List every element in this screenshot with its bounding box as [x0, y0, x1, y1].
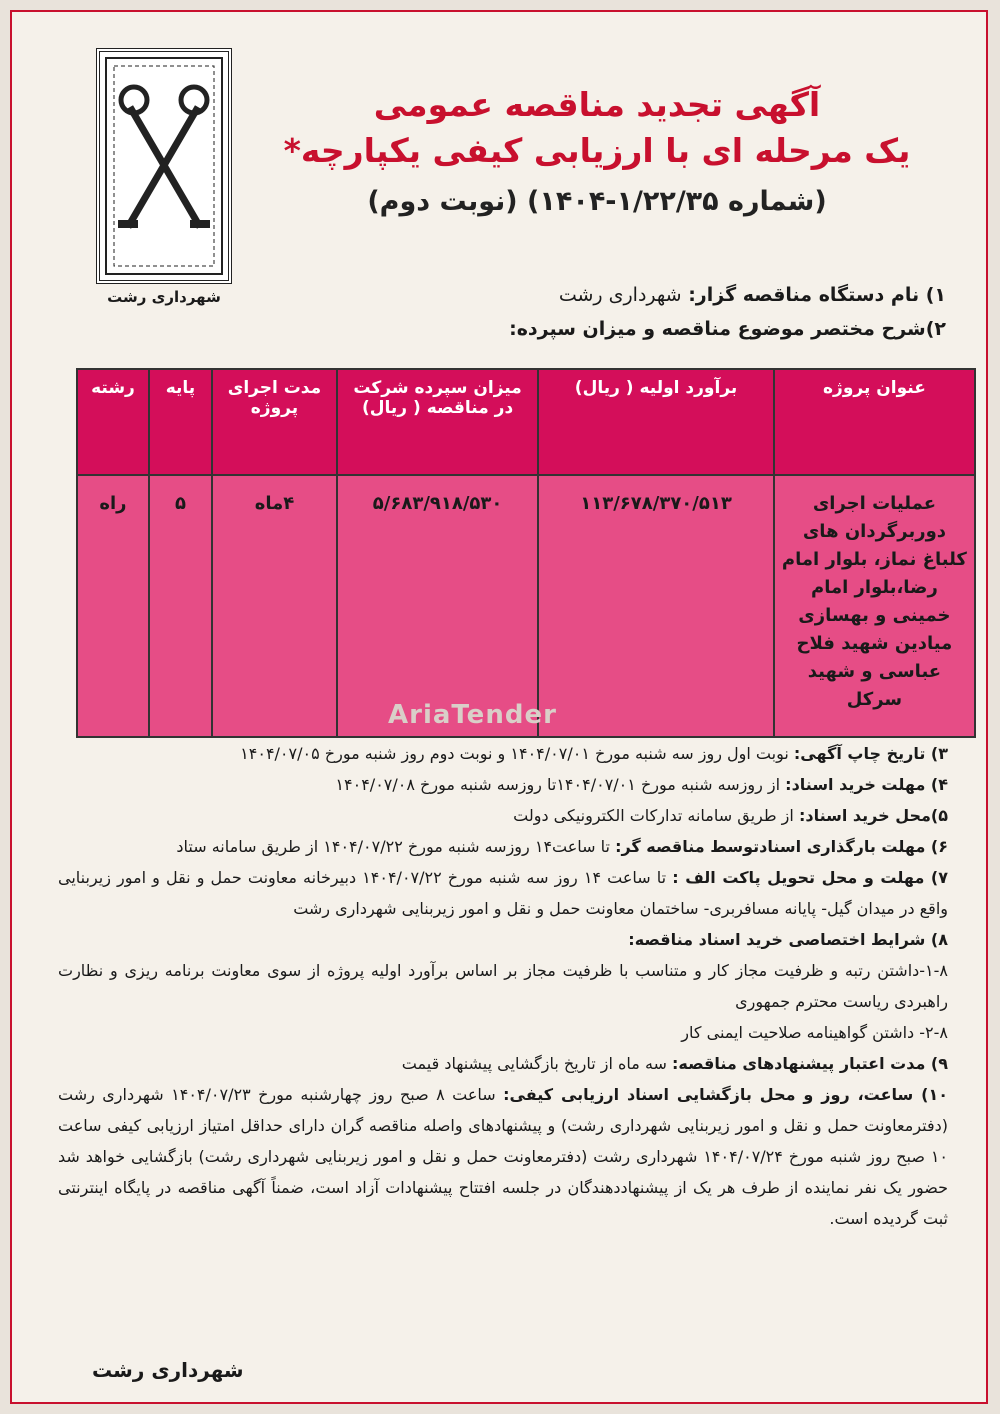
section-8-label: ۸) شرایط اختصاصی خرید اسناد مناقصه:	[628, 930, 948, 949]
section-3-label: ۳) تاریخ چاپ آگهی:	[793, 744, 948, 763]
intro-item-1-value: شهرداری رشت	[558, 284, 682, 306]
section-9-value: سه ماه از تاریخ بازگشایی پیشنهاد قیمت	[401, 1054, 667, 1073]
crossed-keys-icon	[100, 52, 228, 280]
section-10-label: ۱۰) ساعت، روز و محل بازگشایی اسناد ارزیابی کیفی:	[503, 1085, 949, 1104]
section-4	[58, 769, 948, 800]
section-5	[58, 800, 948, 831]
section-10	[58, 1079, 948, 1234]
title-line-3: (شماره ۱/۲۲/۳۵-۱۴۰۴) (نوبت دوم)	[367, 186, 827, 217]
cell-grade: ۵	[149, 475, 212, 737]
logo-caption: شهرداری رشت	[107, 288, 221, 306]
section-10-value: ساعت ۸ صبح روز چهارشنبه مورخ ۱۴۰۴/۰۷/۲۳ شهرداری رشت (دفترمعاونت حمل و نقل و امور زیربنایی شهرداری رشت) و پیشنهادهای واصله مناقصه گران دارای حداقل امتیاز ارزیابی کیفی ساعت ۱۰ صبح روز شنبه مورخ ۱۴۰۴/۰۷/۲۴ شهرداری رشت (دفترمعاونت حمل و نقل و امور زیربنایی شهرداری رشت) بازگشایی خواهد شد حضور یک نفر نماینده از طرف هر یک از پیشنهاددهندگان در جلسه افتتاح پیشنهادات آزاد است، ضمناً آگهی مناقصه در پایگاه اینترنتی ثبت گردیده است.	[58, 1085, 949, 1228]
tender-notice	[10, 10, 988, 1404]
section-4-value: از روزسه شنبه مورخ ۱۴۰۴/۰۷/۰۱تا روزسه شنبه مورخ ۱۴۰۴/۰۷/۰۸	[335, 775, 781, 794]
header-duration: مدت اجرای پروژه	[212, 369, 337, 475]
table-row	[77, 475, 975, 737]
cell-field: راه	[77, 475, 149, 737]
section-6-value: تا ساعت۱۴ روزسه شنبه مورخ ۱۴۰۴/۰۷/۲۲ از طریق سامانه ستاد	[176, 837, 610, 856]
section-9	[58, 1048, 948, 1079]
title-line-2: یک مرحله ای با ارزیابی کیفی یکپارچه*	[283, 131, 911, 170]
section-5-label: ۵)محل خرید اسناد:	[798, 806, 948, 825]
logo	[88, 48, 240, 316]
table-header-row	[77, 369, 975, 475]
intro	[226, 278, 946, 346]
header-estimate: برآورد اولیه ( ریال)	[538, 369, 774, 475]
section-4-label: ۴) مهلت خرید اسناد:	[785, 775, 948, 794]
logo-frame	[96, 48, 232, 284]
header-field: رشته	[77, 369, 149, 475]
section-8-2: ۲-۸- داشتن گواهینامه صلاحیت ایمنی کار	[681, 1023, 948, 1042]
section-6-label: ۶) مهلت بارگذاری اسنادتوسط مناقصه گر:	[615, 837, 948, 856]
header-deposit: میزان سپرده شرکت در مناقصه ( ریال)	[337, 369, 538, 475]
section-5-value: از طریق سامانه تدارکات الکترونیکی دولت	[513, 806, 794, 825]
notice-sections	[58, 738, 948, 1234]
section-6	[58, 831, 948, 862]
intro-item-1	[226, 278, 946, 312]
section-7-value: تا ساعت ۱۴ روز سه شنبه مورخ ۱۴۰۴/۰۷/۲۲ دبیرخانه معاونت حمل و نقل و امور زیربنایی واقع در میدان گیل- پایانه مسافربری- ساختمان معاونت حمل و نقل و امور زیربنایی شهرداری رشت	[58, 868, 948, 918]
tender-table	[76, 368, 976, 738]
section-9-label: ۹) مدت اعتبار پیشنهادهای مناقصه:	[672, 1054, 948, 1073]
notice-title	[252, 82, 942, 224]
title-line-1: آگهی تجدید مناقصه عمومی	[373, 85, 821, 124]
section-7-label: ۷) مهلت و محل تحویل پاکت الف :	[672, 868, 949, 887]
intro-item-1-label: ۱) نام دستگاه مناقصه گزار:	[688, 284, 946, 306]
section-8-1: ۱-۸-داشتن رتبه و ظرفیت مجاز کار و متناسب با ظرفیت مجاز بر اساس برآورد اولیه پروژه از سوی معاونت برنامه ریزی و نظارت راهبردی ریاست محترم جمهوری	[58, 961, 948, 1011]
cell-title: عملیات اجرای دوربرگردان های کلباغ نماز، بلوار امام رضا،بلوار امام خمینی و بهسازی میادین شهید فلاح عباسی و شهید سرکل	[774, 475, 975, 737]
watermark: AriaTender	[388, 700, 557, 730]
intro-item-2: ۲)شرح مختصر موضوع مناقصه و میزان سپرده:	[509, 318, 946, 340]
cell-duration: ۴ماه	[212, 475, 337, 737]
header-grade: پایه	[149, 369, 212, 475]
signature: شهرداری رشت	[92, 1358, 244, 1382]
cell-estimate: ۱۱۳/۶۷۸/۳۷۰/۵۱۳	[538, 475, 774, 737]
section-8	[58, 924, 948, 955]
cell-deposit: ۵/۶۸۳/۹۱۸/۵۳۰	[337, 475, 538, 737]
section-7	[58, 862, 948, 924]
header-title: عنوان پروژه	[774, 369, 975, 475]
section-3-value: نوبت اول روز سه شنبه مورخ ۱۴۰۴/۰۷/۰۱ و نوبت دوم روز شنبه مورخ ۱۴۰۴/۰۷/۰۵	[240, 744, 789, 763]
section-3	[58, 738, 948, 769]
